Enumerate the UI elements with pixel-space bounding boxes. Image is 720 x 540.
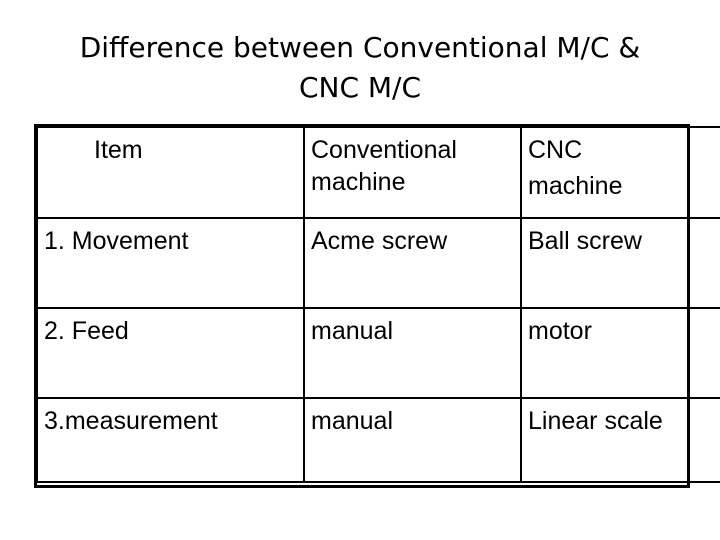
slide-title-line-2: CNC M/C — [298, 71, 422, 104]
cell-conventional: manual — [304, 308, 521, 398]
header-cell-cnc — [521, 127, 720, 218]
table-row — [37, 308, 720, 398]
cell-conventional: manual — [304, 398, 521, 482]
header-cnc-line-1: CNC — [528, 136, 583, 164]
header-cell-conventional — [304, 127, 521, 218]
comparison-table — [36, 126, 720, 483]
cell-item: 3.measurement — [37, 398, 304, 482]
header-item-label: Item — [94, 136, 143, 164]
table-row — [37, 398, 720, 482]
cell-cnc: Ball screw — [521, 218, 720, 308]
table-row — [37, 218, 720, 308]
slide-title-line-1: Difference between Conventional M/C & — [79, 31, 641, 64]
header-cell-item — [37, 127, 304, 218]
table-header-row — [37, 127, 720, 218]
cell-cnc: Linear scale — [521, 398, 720, 482]
cell-item: 2. Feed — [37, 308, 304, 398]
cell-conventional: Acme screw — [304, 218, 521, 308]
cell-cnc: motor — [521, 308, 720, 398]
header-conventional-line-1: Conventional — [311, 136, 457, 164]
header-cnc-line-2: machine — [528, 172, 623, 200]
slide-title — [0, 28, 720, 108]
header-conventional-line-2: machine — [311, 168, 406, 196]
cell-item: 1. Movement — [37, 218, 304, 308]
